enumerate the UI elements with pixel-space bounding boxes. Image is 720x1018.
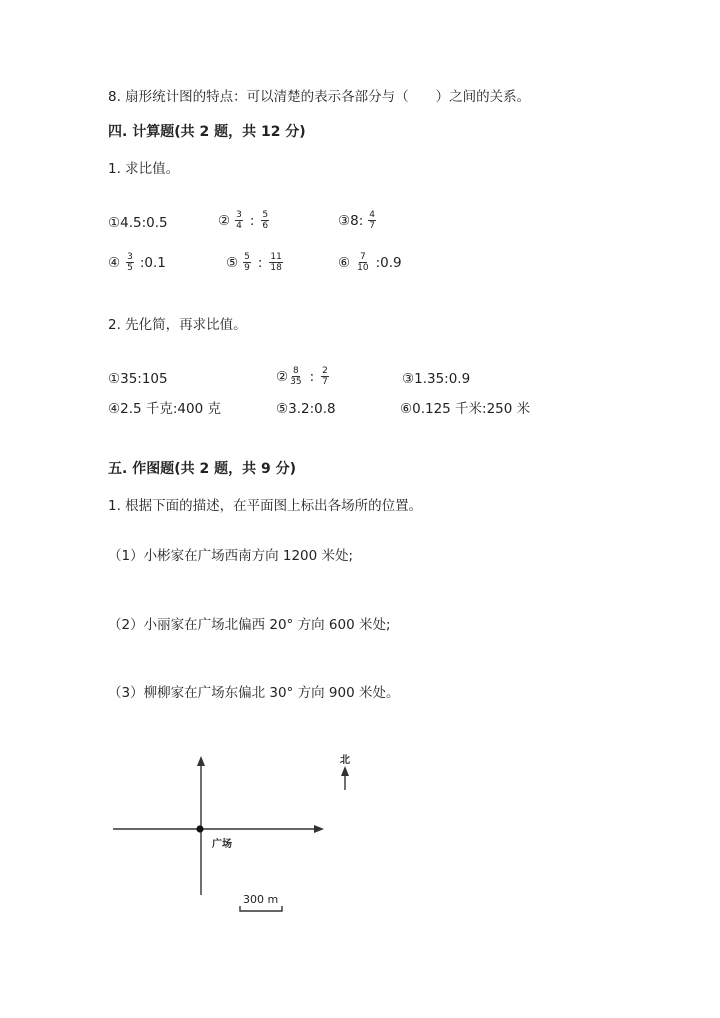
north-arrow-head bbox=[341, 766, 349, 776]
item-mark: ⑤ bbox=[276, 401, 289, 417]
fraction: $\frac{3}{5}$ bbox=[127, 252, 133, 273]
s4-q1-item-6 bbox=[338, 252, 402, 273]
fraction: $\frac{11}{18}$ bbox=[270, 252, 282, 273]
item-mark: ⑤ bbox=[226, 254, 239, 271]
s4-q1-item-1 bbox=[108, 214, 168, 232]
question-8: 8. 扇形统计图的特点：可以清楚的表示各部分与（ ）之间的关系。 bbox=[108, 89, 531, 105]
item-mark: ⑥ bbox=[338, 254, 351, 271]
ratio-colon: : bbox=[249, 212, 255, 229]
square-label: 广场 bbox=[212, 839, 232, 850]
item-mark: ④ bbox=[108, 401, 121, 417]
item-mark: ① bbox=[108, 371, 121, 387]
item-expr-prefix: 8: bbox=[350, 212, 364, 229]
item-mark: ③ bbox=[402, 371, 415, 387]
s5-q1-desc-1: （1）小彬家在广场西南方向 1200 米处; bbox=[108, 548, 354, 564]
s4-q2-item-2 bbox=[276, 366, 332, 387]
fraction: $\frac{5}{6}$ bbox=[262, 210, 269, 231]
scale-bar bbox=[240, 906, 282, 911]
s5-q1-title: 1. 根据下面的描述，在平面图上标出各场所的位置。 bbox=[108, 498, 423, 514]
item-expr: 35:105 bbox=[120, 371, 168, 387]
square-center-point bbox=[196, 825, 203, 832]
s4-q2-item-3 bbox=[402, 370, 470, 388]
s4-q2-item-5 bbox=[276, 400, 336, 418]
s4-q1-item-5 bbox=[226, 252, 286, 273]
s4-q2-item-6 bbox=[400, 400, 530, 418]
item-expr: 1.35:0.9 bbox=[414, 371, 471, 387]
s4-q1-item-2 bbox=[218, 210, 272, 231]
item-mark: ① bbox=[108, 215, 121, 231]
fraction: $\frac{3}{4}$ bbox=[236, 210, 242, 231]
item-mark: ② bbox=[276, 368, 289, 385]
s4-q1-title: 1. 求比值。 bbox=[108, 161, 180, 177]
item-expr: 3.2:0.8 bbox=[288, 401, 336, 417]
fraction: $\frac{7}{10}$ bbox=[357, 252, 369, 273]
item-expr: 2.5 千克:400 克 bbox=[120, 401, 221, 417]
s4-q2-item-1 bbox=[108, 370, 168, 388]
item-mark: ⑥ bbox=[400, 401, 413, 417]
item-mark: ③ bbox=[338, 212, 351, 229]
s4-q2-item-4 bbox=[108, 400, 221, 418]
s4-q2-title: 2. 先化简，再求比值。 bbox=[108, 317, 247, 333]
item-expr-suffix: :0.1 bbox=[139, 254, 166, 271]
s4-q1-item-4 bbox=[108, 252, 166, 273]
item-mark: ④ bbox=[108, 254, 121, 271]
item-expr: 0.125 千米:250 米 bbox=[412, 401, 531, 417]
north-arrowhead-axis bbox=[197, 756, 205, 766]
north-label: 北 bbox=[340, 755, 350, 766]
s5-q1-desc-2: （2）小丽家在广场北偏西 20° 方向 600 米处; bbox=[108, 617, 391, 633]
s4-q1-item-3 bbox=[338, 210, 379, 231]
fraction: $\frac{2}{7}$ bbox=[322, 366, 328, 387]
fraction: $\frac{8}{35}$ bbox=[290, 366, 302, 387]
item-expr: 4.5:0.5 bbox=[120, 215, 168, 231]
scale-label: 300 m bbox=[243, 893, 279, 906]
item-mark: ② bbox=[218, 212, 231, 229]
item-expr-suffix: :0.9 bbox=[375, 254, 402, 271]
section-4-title: 四. 计算题(共 2 题，共 12 分) bbox=[108, 124, 306, 140]
fraction: $\frac{4}{7}$ bbox=[369, 210, 375, 231]
ratio-colon: : bbox=[309, 368, 315, 385]
east-arrowhead bbox=[314, 825, 324, 833]
ratio-colon: : bbox=[257, 254, 263, 271]
section-5-title: 五. 作图题(共 2 题，共 9 分) bbox=[108, 461, 296, 477]
s5-q1-desc-3: （3）柳柳家在广场东偏北 30° 方向 900 米处。 bbox=[108, 685, 400, 701]
fraction: $\frac{5}{9}$ bbox=[244, 252, 250, 273]
